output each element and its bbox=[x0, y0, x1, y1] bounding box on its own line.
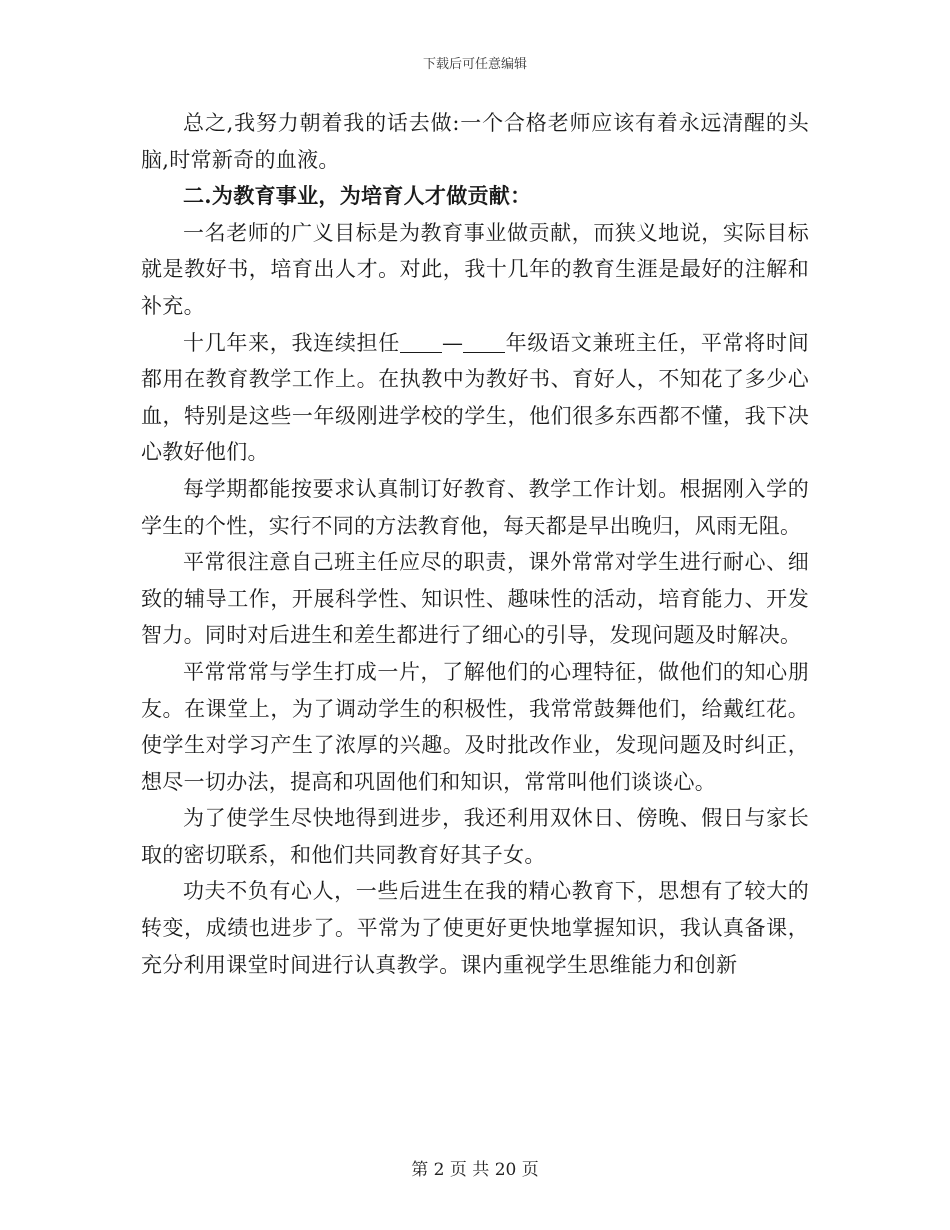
document-body bbox=[141, 105, 809, 983]
page-footer: 第 2 页 共 20 页 bbox=[411, 1160, 539, 1180]
section-heading: 二.为教育事业，为培育人才做贡献： bbox=[183, 183, 532, 209]
paragraph: 功夫不负有心人，一些后进生在我的精心教育下，思想有了较大的转变，成绩也进步了。平常为了使更好更快地掌握知识，我认真备课，充分利用课堂时间进行认真教学。课内重视学生思维能力和创新 bbox=[141, 879, 809, 977]
page-header: 下载后可任意编辑 bbox=[422, 57, 527, 72]
paragraph: 每学期都能按要求认真制订好教育、教学工作计划。根据刚入学的学生的个性，实行不同的方法教育他，每天都是早出晚归，风雨无阻。 bbox=[141, 476, 809, 538]
paragraph bbox=[141, 325, 809, 471]
paragraph-text: 十几年来，我连续担任 bbox=[183, 330, 400, 355]
blank-underline bbox=[400, 334, 442, 353]
paragraph: 为了使学生尽快地得到进步，我还利用双休日、傍晚、假日与家长取的密切联系，和他们共同教育好其子女。 bbox=[141, 806, 809, 867]
paragraph-dash: — bbox=[441, 330, 464, 355]
blank-underline bbox=[463, 334, 505, 353]
paragraph: 平常很注意自己班主任应尽的职责，课外常常对学生进行耐心、细致的辅导工作，开展科学性、知识性、趣味性的活动，培育能力、开发智力。同时对后进生和差生都进行了细心的引导，发现问题及时解决。 bbox=[141, 550, 809, 648]
paragraph: 平常常常与学生打成一片，了解他们的心理特征，做他们的知心朋友。在课堂上，为了调动学生的积极性，我常常鼓舞他们，给戴红花。使学生对学习产生了浓厚的兴趣。及时批改作业，发现问题及时纠正，想尽一切办法，提高和巩固他们和知识，常常叫他们谈谈心。 bbox=[141, 659, 809, 794]
paragraph: 总之,我努力朝着我的话去做:一个合格老师应该有着永远清醒的头脑,时常新奇的血液。 bbox=[141, 111, 809, 172]
paragraph: 一名老师的广义目标是为教育事业做贡献，而狭义地说，实际目标就是教好书，培育出人才。对此，我十几年的教育生涯是最好的注解和补充。 bbox=[141, 220, 809, 318]
paragraph-text: 年级语文兼班主任，平常将时间都用在教育教学工作上。在执教中为教好书、育好人，不知花了多少心血，特别是这些一年级刚进学校的学生，他们很多东西都不懂，我下决心教好他们。 bbox=[141, 330, 809, 465]
